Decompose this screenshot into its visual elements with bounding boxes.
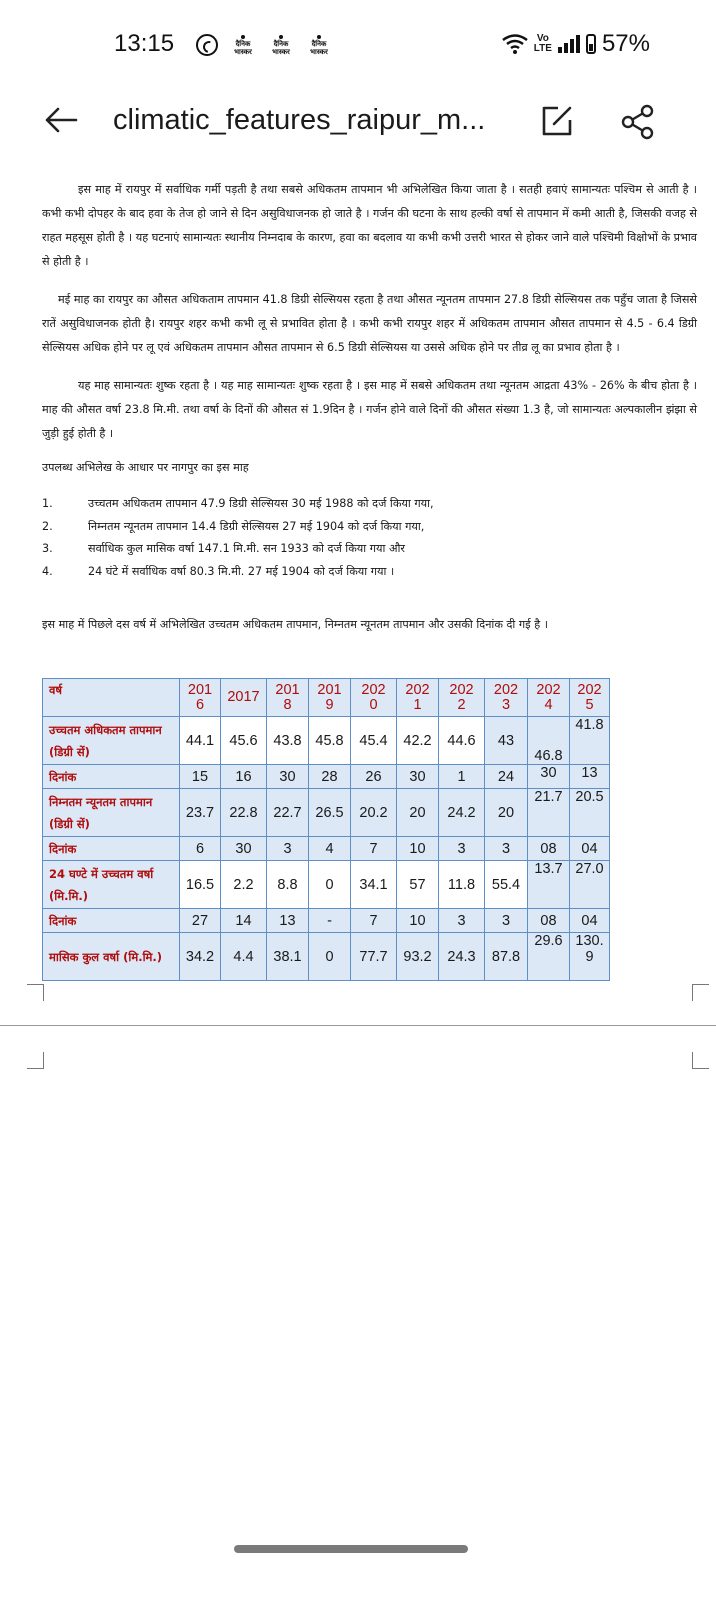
table-cell: 10 [397, 909, 439, 933]
table-cell: 8.8 [267, 861, 309, 909]
table-cell: 24.3 [439, 933, 485, 981]
table-cell: 45.4 [351, 717, 397, 765]
table-row [43, 933, 610, 981]
table-cell: 42.2 [397, 717, 439, 765]
page-separator [0, 1025, 716, 1026]
table-cell: 24 [485, 765, 528, 789]
table-cell: 30 [528, 765, 570, 789]
table-cell: 3 [485, 909, 528, 933]
records-list [42, 493, 697, 583]
edit-icon [540, 104, 574, 138]
climate-table [42, 678, 610, 981]
list-item: 3. सर्वाधिक कुल मासिक वर्षा 147.1 मि.मी. सन 1933 को दर्ज किया गया और [42, 542, 405, 555]
table-cell: 21.7 [528, 789, 570, 837]
back-button[interactable] [44, 106, 78, 140]
table-cell: 30 [221, 837, 267, 861]
table-cell: 27.0 [570, 861, 610, 909]
gesture-nav-bar[interactable] [234, 1545, 468, 1553]
table-cell: 43 [485, 717, 528, 765]
table-cell: 27 [180, 909, 221, 933]
table-cell: 77.7 [351, 933, 397, 981]
paragraph: मई माह का रायपुर का औसत अधिकताम तापमान 41.8 डिग्री सेल्सियस रहता है तथा औसत न्यूनतम तापमान 27.8 डिग्री सेल्सियस तक पहुँच जाता है जिससे रातें असुविधाजनक होती है। रायपुर शहर कभी कभी लू से प्रभावित होता है । कभी कभी रायपुर शहर में अधिकतम तापमान औसत तापमान से 4.5 - 6.4 डिग्री सेल्सियस अधिक होने पर लू एवं अधिकतम तापमान औसत तापमान से 6.5 डिग्री सेल्सियस या उससे अधिक होने पर तीव्र लू का प्रभाव होता है । [42, 293, 697, 354]
news-app-icon: दैनिक भास्कर [230, 35, 256, 56]
crop-mark [692, 1052, 709, 1069]
table-cell: 46.8 [528, 717, 570, 765]
row-label: दिनांक [43, 765, 180, 789]
table-cell: 87.8 [485, 933, 528, 981]
table-cell: 2.2 [221, 861, 267, 909]
table-cell: 44.6 [439, 717, 485, 765]
year-cell: 201 8 [267, 679, 309, 717]
year-cell: 202 2 [439, 679, 485, 717]
notification-icons [196, 34, 332, 56]
table-cell: 4 [309, 837, 351, 861]
table-cell: 15 [180, 765, 221, 789]
row-label: दिनांक [43, 909, 180, 933]
table-caption: इस माह में पिछले दस वर्ष में अभिलेखित उच्चतम अधिकतम तापमान, निम्नतम न्यूनतम तापमान और उसकी दिनांक दी गई है । [42, 618, 548, 631]
table-cell: 130. 9 [570, 933, 610, 981]
records-intro: उपलब्ध अभिलेख के आधार पर नागपुर का इस माह [42, 461, 249, 474]
whatsapp-icon [196, 34, 218, 56]
table-cell: 7 [351, 909, 397, 933]
table-cell: 13 [267, 909, 309, 933]
app-bar [0, 92, 716, 156]
battery-icon [586, 34, 596, 54]
table-cell: 34.2 [180, 933, 221, 981]
table-row [43, 861, 610, 909]
year-cell: 202 4 [528, 679, 570, 717]
table-cell: 0 [309, 861, 351, 909]
table-cell: 20 [485, 789, 528, 837]
table-row [43, 717, 610, 765]
table-cell: 16 [221, 765, 267, 789]
year-cell: 202 0 [351, 679, 397, 717]
table-cell: 20.2 [351, 789, 397, 837]
edit-button[interactable] [540, 104, 574, 138]
table-cell: 55.4 [485, 861, 528, 909]
system-status [502, 30, 650, 58]
volte-icon: Vo LTE [533, 33, 552, 54]
table-cell: 11.8 [439, 861, 485, 909]
share-icon [620, 104, 656, 140]
year-cell: 202 5 [570, 679, 610, 717]
table-cell: 93.2 [397, 933, 439, 981]
table-cell: 22.7 [267, 789, 309, 837]
row-label: उच्चतम अधिकतम तापमान (डिग्री सें) [43, 717, 180, 765]
table-cell: 04 [570, 837, 610, 861]
table-cell: 43.8 [267, 717, 309, 765]
year-cell: 201 9 [309, 679, 351, 717]
table-row [43, 679, 610, 717]
table-cell: 4.4 [221, 933, 267, 981]
crop-mark [27, 984, 44, 1001]
table-cell: 0 [309, 933, 351, 981]
table-cell: 29.6 [528, 933, 570, 981]
list-item: 1. उच्चतम अधिकतम तापमान 47.9 डिग्री सेल्सियस 30 मई 1988 को दर्ज किया गया, [42, 497, 434, 510]
table-cell: 45.6 [221, 717, 267, 765]
year-cell: 202 1 [397, 679, 439, 717]
wifi-icon [502, 34, 528, 54]
table-cell: 20.5 [570, 789, 610, 837]
year-cell: 2017 [221, 679, 267, 717]
status-bar [0, 0, 716, 92]
table-cell: 30 [267, 765, 309, 789]
table-cell: 10 [397, 837, 439, 861]
battery-percent: 57% [601, 30, 650, 57]
table-cell: 41.8 [570, 717, 610, 765]
crop-mark [27, 1052, 44, 1069]
table-cell: 26.5 [309, 789, 351, 837]
list-item: 2. निम्नतम न्यूनतम तापमान 14.4 डिग्री सेल्सियस 27 मई 1904 को दर्ज किया गया, [42, 519, 425, 533]
table-cell: 44.1 [180, 717, 221, 765]
list-item: 4. 24 घंटे में सर्वाधिक वर्षा 80.3 मि.मी. 27 मई 1904 को दर्ज किया गया । [42, 564, 395, 578]
document-page [42, 178, 697, 668]
table-cell: 3 [439, 837, 485, 861]
table-cell: 28 [309, 765, 351, 789]
year-cell: 202 3 [485, 679, 528, 717]
table-cell: 04 [570, 909, 610, 933]
table-cell: 3 [267, 837, 309, 861]
table-cell: 3 [485, 837, 528, 861]
table-cell: 08 [528, 837, 570, 861]
news-app-icon: दैनिक भास्कर [306, 35, 332, 56]
table-row [43, 909, 610, 933]
document-title: climatic_features_raipur_m... [113, 104, 486, 136]
year-cell: 201 6 [180, 679, 221, 717]
paragraph: यह माह सामान्यतः शुष्क रहता है । यह माह सामान्यतः शुष्क रहता है । इस माह में सबसे अधिकतम तथा न्यूनतम आद्रता 43% - 26% के बीच होता है । माह की औसत वर्षा 23.8 मि.मी. तथा वर्षा के दिनों की औसत सं 1.9दिन है । गर्जन होने वाले दिनों की औसत संख्या 1.3 है, जो सामान्यतः अल्पकालीन झंझा से जुड़ी हुई होती है । [42, 379, 697, 440]
table-cell: 57 [397, 861, 439, 909]
table-cell: 24.2 [439, 789, 485, 837]
table-cell: 08 [528, 909, 570, 933]
news-app-icon: दैनिक भास्कर [268, 35, 294, 56]
row-label: दिनांक [43, 837, 180, 861]
table-cell: 13.7 [528, 861, 570, 909]
table-cell: 30 [397, 765, 439, 789]
share-button[interactable] [620, 104, 656, 140]
row-label: मासिक कुल वर्षा (मि.मि.) [43, 933, 180, 981]
table-row [43, 765, 610, 789]
row-label: 24 घण्टे में उच्चतम वर्षा (मि.मि.) [43, 861, 180, 909]
row-label: निम्नतम न्यूनतम तापमान (डिग्री सें) [43, 789, 180, 837]
table-cell: 6 [180, 837, 221, 861]
paragraph: इस माह में रायपुर में सर्वाधिक गर्मी पड़ती है तथा सबसे अधिकतम तापमान भी अभिलेखित किया जाता है । सतही हवाएं सामान्यतः पश्चिम से आती है । कभी कभी दोपहर के बाद हवा के तेज हो जाने से दिन असुविधाजनक हो जाते है । गर्जन की घटना के साथ हल्की वर्षा से तापमान में कमी आती है, जिसकी वजह से राहत महसूस होती है । यह घटनाएं सामान्यतः स्थानीय निम्नदाब के कारण, हवा का बदलाव या कभी कभी उत्तरी भारत से होकर जाने वाले पश्चिमी विक्षोभों के प्रभाव से होती है । [42, 183, 697, 268]
table-cell: 23.7 [180, 789, 221, 837]
table-cell: 22.8 [221, 789, 267, 837]
table-cell: - [309, 909, 351, 933]
table-row [43, 789, 610, 837]
table-cell: 34.1 [351, 861, 397, 909]
table-cell: 45.8 [309, 717, 351, 765]
table-cell: 20 [397, 789, 439, 837]
header-cell: वर्ष [43, 679, 180, 717]
table-cell: 38.1 [267, 933, 309, 981]
crop-mark [692, 984, 709, 1001]
table-cell: 26 [351, 765, 397, 789]
table-cell: 3 [439, 909, 485, 933]
table-row [43, 837, 610, 861]
table-cell: 1 [439, 765, 485, 789]
status-time: 13:15 [114, 30, 175, 57]
arrow-left-icon [44, 106, 78, 134]
signal-icon [558, 35, 580, 53]
table-cell: 16.5 [180, 861, 221, 909]
table-cell: 13 [570, 765, 610, 789]
table-cell: 7 [351, 837, 397, 861]
table-cell: 14 [221, 909, 267, 933]
